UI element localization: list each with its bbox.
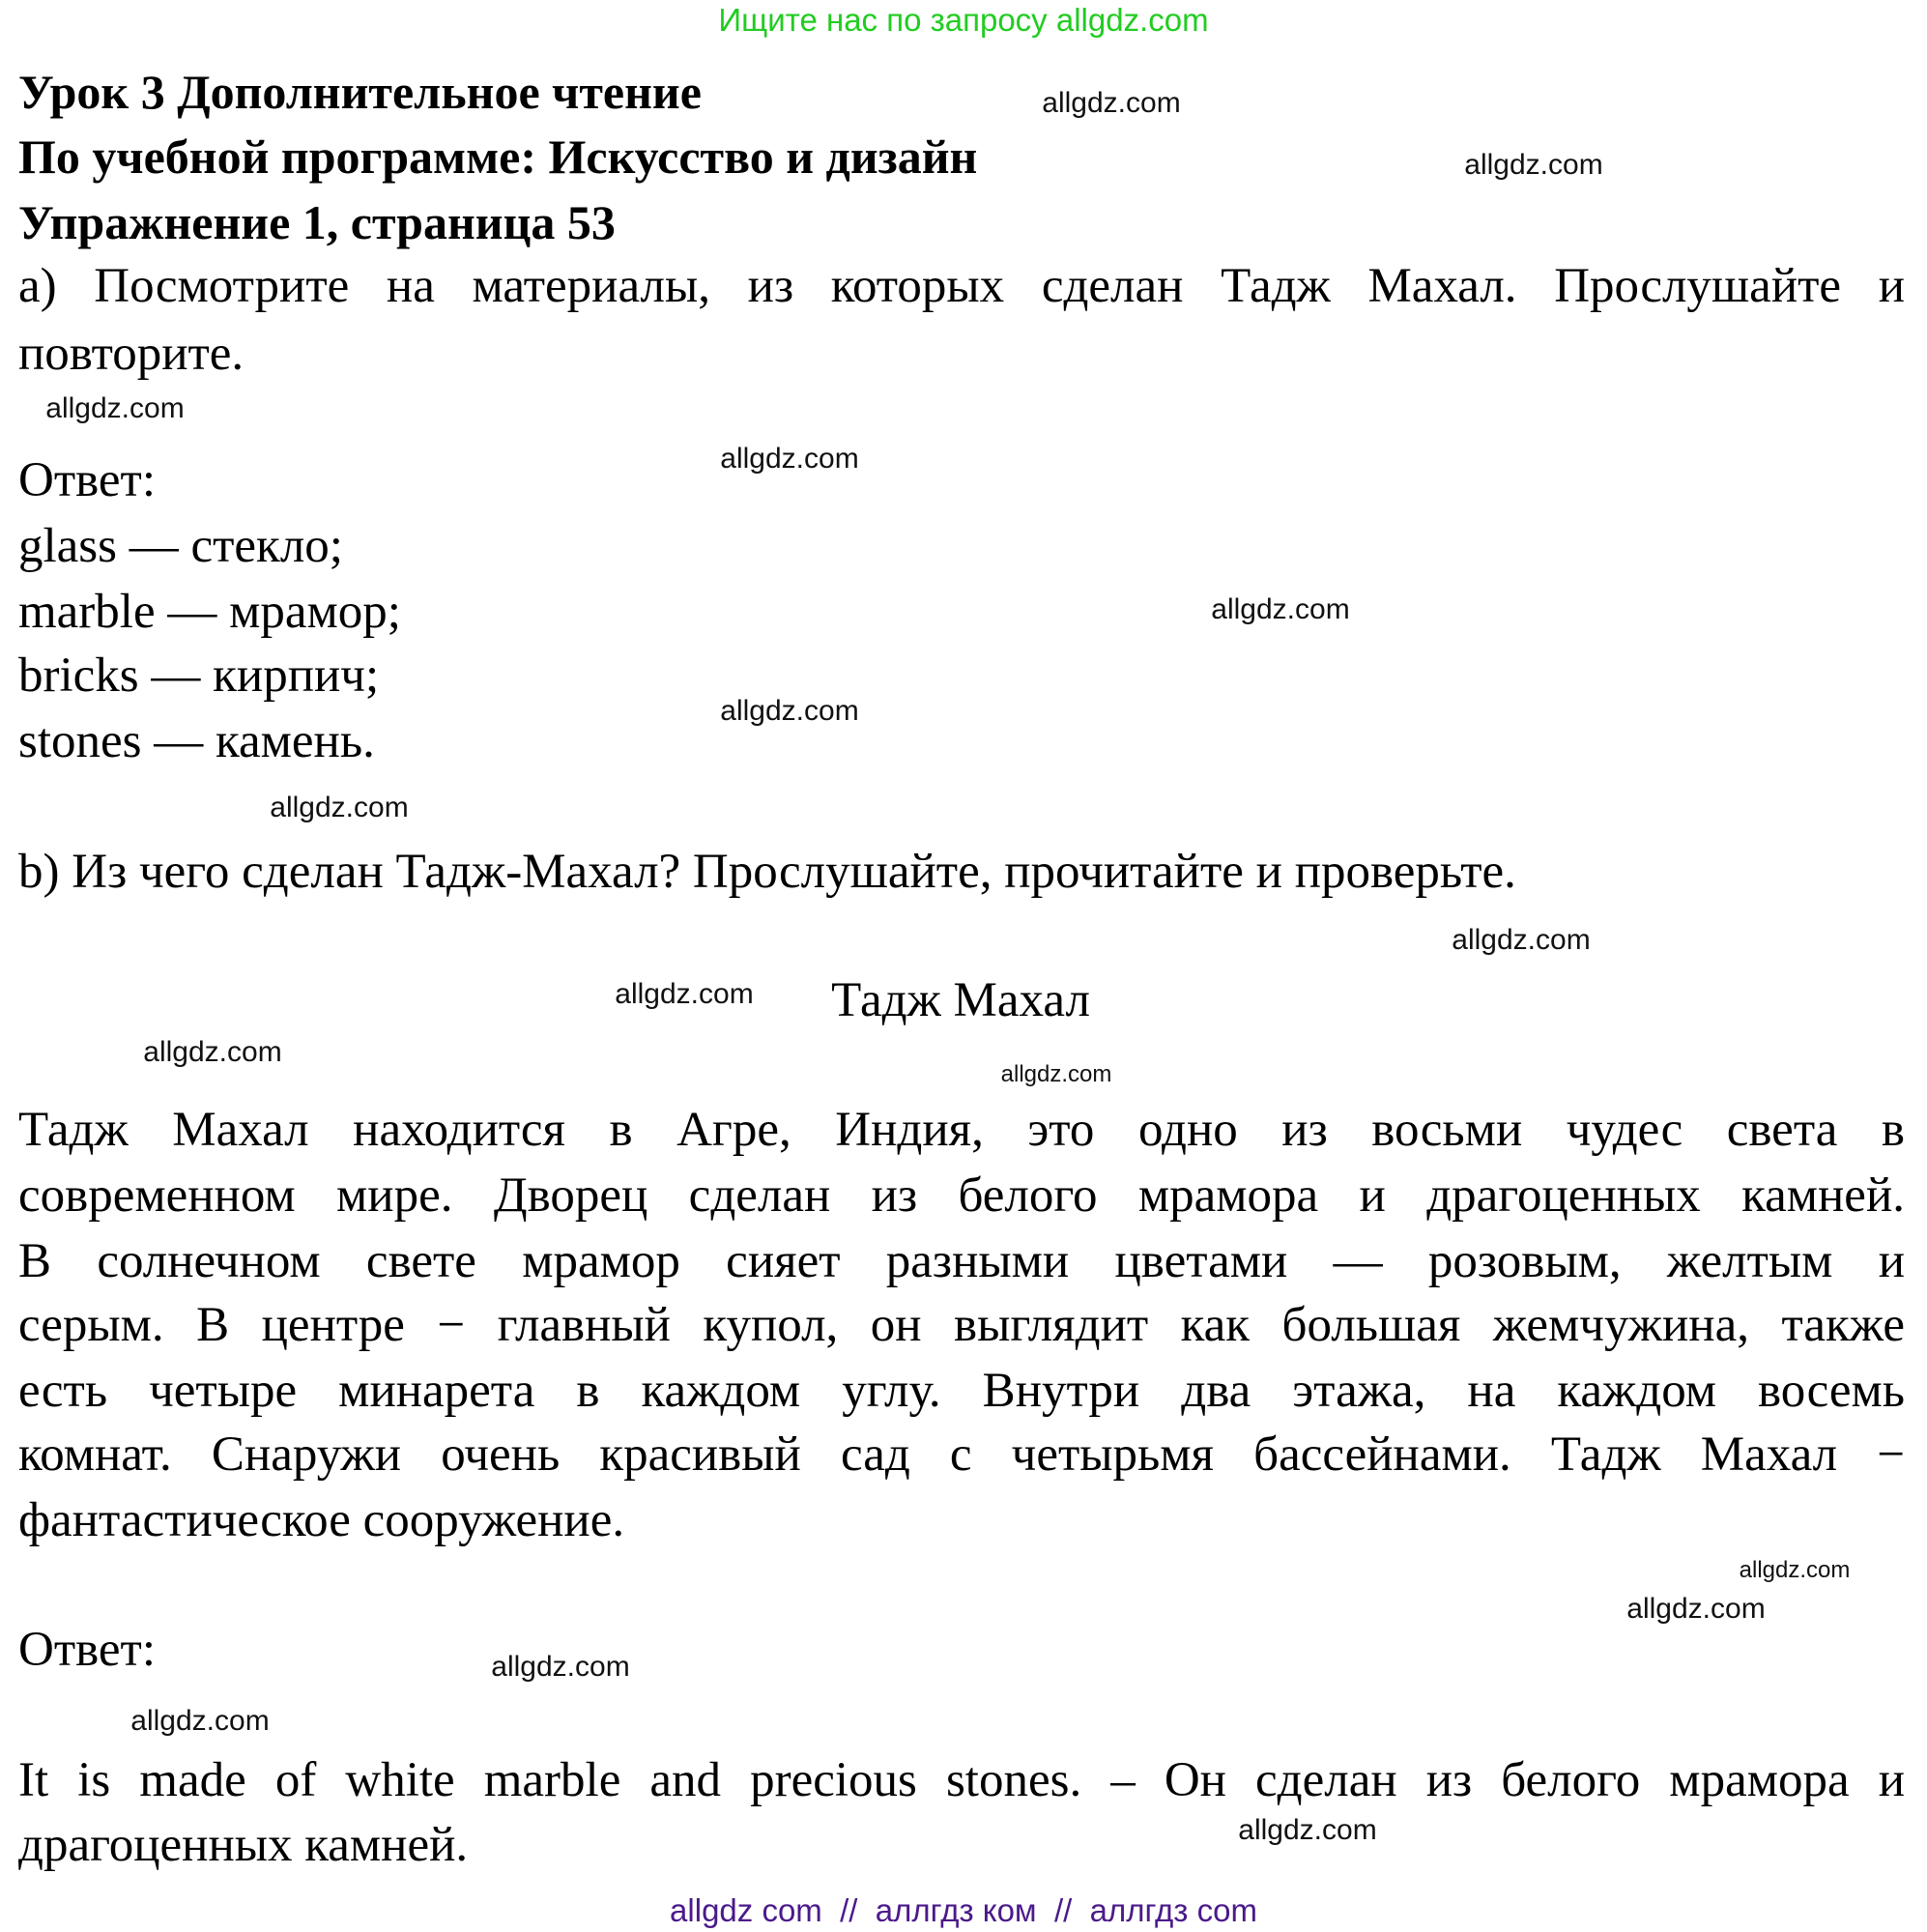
watermark: allgdz.com (130, 1705, 270, 1737)
watermark: allgdz.com (143, 1036, 282, 1068)
paragraph-line: фантастическое сооружение. (18, 1493, 625, 1547)
watermark: allgdz.com (45, 392, 185, 424)
vocab-item: marble — мрамор; (18, 585, 401, 639)
task-a-line-2: повторите. (18, 327, 244, 381)
watermark: allgdz.com (615, 978, 754, 1010)
watermark: allgdz.com (1238, 1814, 1377, 1846)
vocab-item: glass — стекло; (18, 519, 343, 573)
answer-label: Ответ: (18, 453, 156, 507)
watermark: allgdz.com (1042, 87, 1181, 119)
paragraph-line: В солнечном свете мрамор сияет разными цветами — розовым, желтым и (18, 1234, 1905, 1288)
exercise-heading: Упражнение 1, страница 53 (18, 195, 616, 249)
watermark: allgdz.com (491, 1651, 630, 1683)
answer-b-line-1: It is made of white marble and precious stones. – Он сделан из белого мрамора и (18, 1753, 1905, 1807)
watermark: allgdz.com (1000, 1061, 1112, 1087)
watermark: allgdz.com (1452, 924, 1591, 956)
watermark: allgdz.com (270, 792, 409, 823)
paragraph-line: комнат. Снаружи очень красивый сад с четырьмя бассейнами. Тадж Махал − (18, 1427, 1905, 1482)
text-title: Тадж Махал (831, 973, 1090, 1027)
paragraph-line: современном мире. Дворец сделан из белого мрамора и драгоценных камней. (18, 1168, 1905, 1223)
watermark: allgdz.com (1739, 1557, 1851, 1583)
watermark: allgdz.com (1464, 149, 1603, 181)
watermark: allgdz.com (1626, 1593, 1766, 1625)
footer-watermark: allgdz com // аллгдз ком // аллгдз com (670, 1892, 1257, 1928)
vocab-item: stones — камень. (18, 714, 375, 768)
task-a-line-1: а) Посмотрите на материалы, из которых сделан Тадж Махал. Прослушайте и (18, 259, 1905, 313)
watermark: allgdz.com (1211, 593, 1350, 625)
paragraph-line: серым. В центре − главный купол, он выглядит как большая жемчужина, также (18, 1298, 1905, 1352)
lesson-heading: Урок 3 Дополнительное чтение (18, 65, 702, 119)
watermark: allgdz.com (720, 443, 859, 475)
program-heading: По учебной программе: Искусство и дизайн (18, 130, 978, 184)
paragraph-line: Тадж Махал находится в Агре, Индия, это одно из восьми чудес света в (18, 1103, 1905, 1157)
answer-b-label: Ответ: (18, 1623, 156, 1677)
watermark: allgdz.com (720, 695, 859, 727)
paragraph-line: есть четыре минарета в каждом углу. Внутри два этажа, на каждом восемь (18, 1364, 1905, 1418)
top-banner: Ищите нас по запросу allgdz.com (718, 2, 1209, 38)
vocab-item: bricks — кирпич; (18, 649, 380, 703)
task-b: b) Из чего сделан Тадж-Махал? Прослушайте, прочитайте и проверьте. (18, 845, 1516, 899)
answer-b-line-2: драгоценных камней. (18, 1818, 469, 1872)
